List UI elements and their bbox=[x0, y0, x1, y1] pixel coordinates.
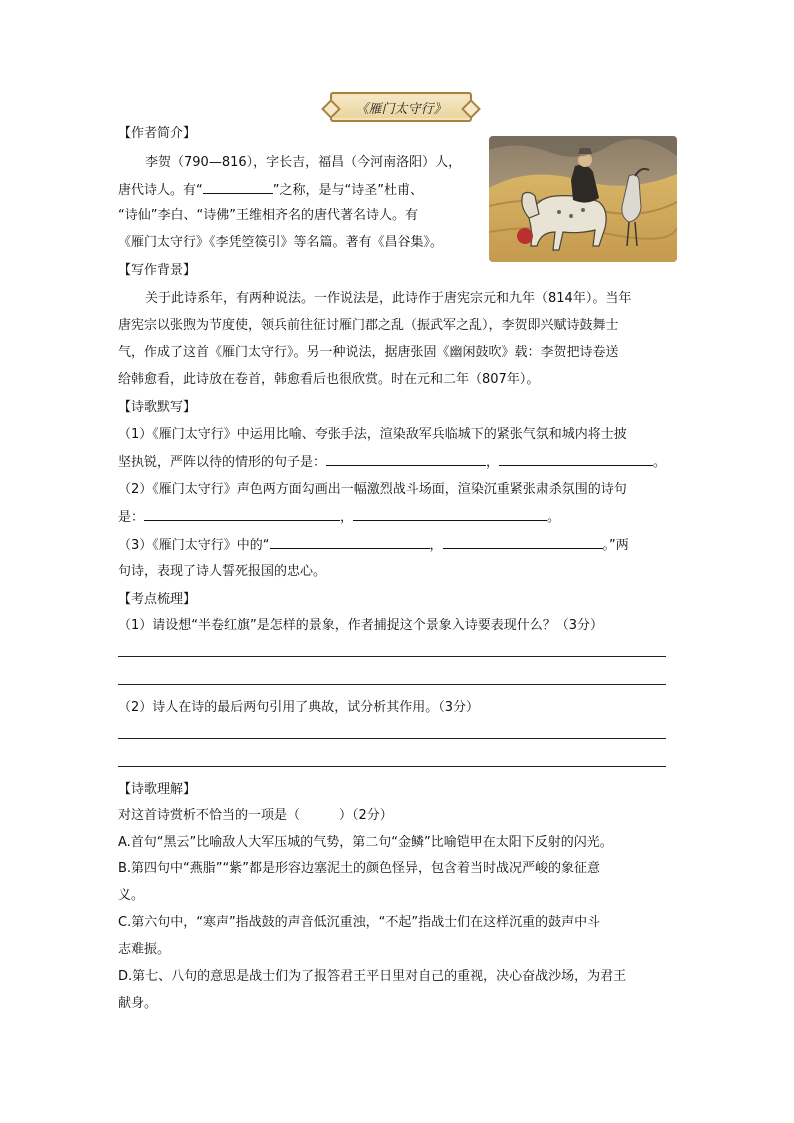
recitation-q2-prompt: 是： bbox=[118, 510, 145, 525]
recitation-q2-blank-2[interactable] bbox=[353, 508, 547, 521]
recitation-q1-blank-2[interactable] bbox=[499, 453, 653, 466]
recitation-heading: 【诗歌默写】 bbox=[118, 400, 197, 415]
title-banner bbox=[330, 92, 472, 122]
author-line-1: 李贺（790—816），字长吉，福昌（今河南洛阳）人， bbox=[145, 155, 462, 170]
recitation-q3-blank-2[interactable] bbox=[443, 536, 603, 549]
author-heading: 【作者简介】 bbox=[118, 126, 197, 141]
option-d[interactable]: D.第七、八句的意思是战士们为了报答君王平日里对自己的重视，决心奋战沙场，为君王 bbox=[118, 969, 627, 984]
option-b-cont: 义。 bbox=[118, 888, 145, 903]
exam-q1-answer-line-2[interactable] bbox=[118, 684, 666, 685]
author-line-3: “诗仙”李白、“诗佛”王维相齐名的唐代著名诗人。有 bbox=[118, 208, 418, 223]
author-line-2 bbox=[118, 181, 423, 200]
author-line-2-start: 唐代诗人。有“ bbox=[118, 183, 203, 198]
poem-title: 《雁门太守行》 bbox=[355, 101, 447, 117]
mounted-official-with-crane-painting bbox=[489, 136, 677, 262]
exam-q2-answer-line-2[interactable] bbox=[118, 766, 666, 767]
recitation-q1-line1: （1）《雁门太守行》中运用比喻、夸张手法，渲染敌军兵临城下的紧张气氛和城内将士披 bbox=[118, 427, 627, 442]
background-line-4: 给韩愈看，此诗放在卷首，韩愈看后也很欣赏。时在元和二年（807年）。 bbox=[118, 372, 540, 387]
recitation-q2-blank-1[interactable] bbox=[144, 508, 340, 521]
recitation-q1-prompt: 坚执锐，严阵以待的情形的句子是： bbox=[118, 455, 327, 470]
recitation-q1-line2 bbox=[118, 453, 666, 472]
comprehension-heading: 【诗歌理解】 bbox=[118, 782, 197, 797]
exam-points-heading: 【考点梳理】 bbox=[118, 592, 197, 607]
recitation-q2-line1: （2）《雁门太守行》声色两方面勾画出一幅激烈战斗场面，渲染沉重紧张肃杀氛围的诗句 bbox=[118, 482, 627, 497]
recitation-q2-line2 bbox=[118, 508, 560, 527]
option-c-cont: 志难振。 bbox=[118, 942, 171, 957]
exam-q2-answer-line-1[interactable] bbox=[118, 738, 666, 739]
option-a[interactable]: A.首句“黑云”比喻敌人大军压城的气势，第二句“金鳞”比喻铠甲在太阳下反射的闪光。 bbox=[118, 835, 613, 850]
recitation-q3-line2: 句诗，表现了诗人誓死报国的忠心。 bbox=[118, 564, 327, 579]
background-heading: 【写作背景】 bbox=[118, 263, 197, 278]
nickname-blank[interactable] bbox=[203, 181, 273, 194]
recitation-q2-comma: ， bbox=[340, 510, 354, 525]
exam-points-q2: （2）诗人在诗的最后两句引用了典故，试分析其作用。（3分） bbox=[118, 700, 480, 715]
background-line-2: 唐宪宗以张煦为节度使，领兵前往征讨雁门郡之乱（振武军之乱），李贺即兴赋诗鼓舞士 bbox=[118, 318, 619, 333]
recitation-q1-period: 。 bbox=[653, 455, 667, 470]
recitation-q2-period: 。 bbox=[547, 510, 561, 525]
background-line-3: 气，作成了这首《雁门太守行》。另一种说法，据唐张固《幽闲鼓吹》载：李贺把诗卷送 bbox=[118, 345, 619, 360]
recitation-q3-blank-1[interactable] bbox=[270, 536, 430, 549]
exam-points-q1: （1）请设想“半卷红旗”是怎样的景象，作者捕捉这个景象入诗要表现什么？（3分） bbox=[118, 618, 604, 633]
recitation-q1-comma: ， bbox=[486, 455, 500, 470]
comprehension-stem: 对这首诗赏析不恰当的一项是（ ）（2分） bbox=[118, 808, 393, 823]
recitation-q1-blank-1[interactable] bbox=[326, 453, 486, 466]
recitation-q3-end: 。”两 bbox=[602, 538, 629, 553]
author-line-4: 《雁门太守行》《李凭箜篌引》等名篇。著有《昌谷集》。 bbox=[118, 235, 444, 250]
option-d-cont: 献身。 bbox=[118, 996, 158, 1011]
background-line-1: 关于此诗系年，有两种说法。一作说法是，此诗作于唐宪宗元和九年（814年）。当年 bbox=[145, 291, 632, 306]
option-c[interactable]: C.第六句中，“寒声”指战鼓的声音低沉重浊，“不起”指战士们在这样沉重的鼓声中斗 bbox=[118, 915, 601, 930]
recitation-q3-prompt: （3）《雁门太守行》中的“ bbox=[118, 538, 270, 553]
option-b[interactable]: B.第四句中“燕脂”“紫”都是形容边塞泥土的颜色怪异，包含着当时战况严峻的象征意 bbox=[118, 861, 600, 876]
recitation-q3-comma: ， bbox=[429, 538, 443, 553]
author-line-2-end: ”之称，是与“诗圣”杜甫、 bbox=[272, 183, 423, 198]
recitation-q3-line1 bbox=[118, 536, 629, 555]
exam-q1-answer-line-1[interactable] bbox=[118, 656, 666, 657]
